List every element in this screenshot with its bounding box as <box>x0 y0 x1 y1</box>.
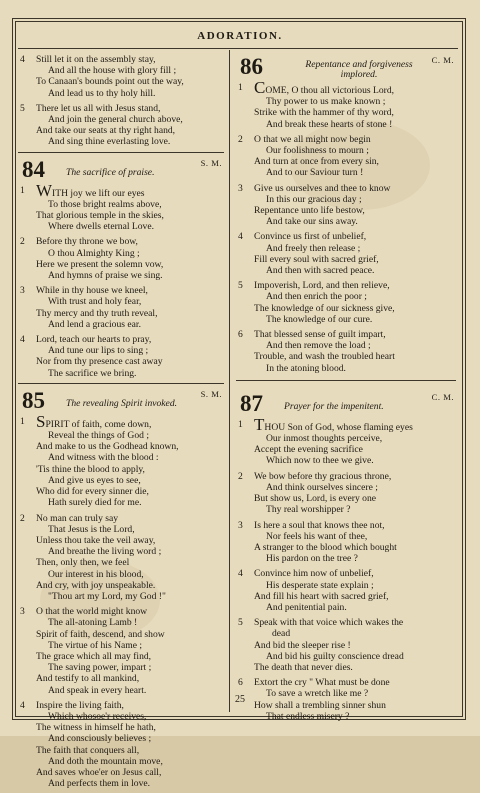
verse-line: Is here a soul that knows thee not, <box>254 519 385 531</box>
verse-line: And consciously believes ; <box>48 733 152 745</box>
stanza <box>18 334 224 379</box>
verse-line: Trouble, and wash the troubled heart <box>254 351 395 363</box>
hymn-84 <box>18 157 224 379</box>
hymn-header <box>236 391 456 419</box>
verse-line: No man can truly say <box>36 512 119 524</box>
stanza <box>18 606 224 696</box>
stanza-number: 3 <box>238 182 243 194</box>
verse-line: Repentance unto life bestow, <box>254 205 365 217</box>
verse-line: But show us, Lord, is every one <box>254 493 377 505</box>
verse-line: Before thy throne we bow, <box>36 236 138 248</box>
stanza-number: 1 <box>20 184 25 196</box>
stanza-number: 3 <box>20 285 25 297</box>
verse-line: To those bright realms above, <box>48 198 162 210</box>
verse-line: Inspire the living faith, <box>36 699 124 711</box>
header-rule <box>18 48 458 49</box>
verse-line: And bid his guilty conscience dread <box>266 650 404 662</box>
stanza <box>236 183 456 228</box>
verse-line: And breathe the living word ; <box>48 546 162 558</box>
verse-line: Who did for every sinner die, <box>36 486 149 498</box>
verse-line: The all-atoning Lamb ! <box>48 617 138 629</box>
verse-line: Speak with that voice which wakes the <box>254 617 404 629</box>
verse-line: While in thy house we kneel, <box>36 285 148 297</box>
verse-line: And doth the mountain move, <box>48 755 163 767</box>
verse-line: And speak in every heart. <box>48 684 147 696</box>
verse-line: Still let it on the assembly stay, <box>36 54 156 65</box>
verse-line: Impoverish, Lord, and then relieve, <box>254 280 390 292</box>
verse-line: The death that never dies. <box>254 661 353 673</box>
verse-line: And perfects them in love. <box>48 778 151 790</box>
hymn-separator <box>236 380 456 381</box>
verse-line: And sing thine everlasting love. <box>48 136 171 148</box>
hymn-title-line: Repentance and forgiveness <box>305 60 413 70</box>
verse-line: Where dwells eternal Love. <box>48 221 155 233</box>
verse-line: Thy mercy and thy truth reveal, <box>36 307 158 319</box>
hymn-header <box>18 157 224 185</box>
verse-line: To Canaan's bounds point out the way, <box>36 76 184 88</box>
stanza-number: 2 <box>238 470 243 482</box>
verse-line: The witness in himself he hath, <box>36 722 156 734</box>
column-divider <box>229 50 230 712</box>
hymn-number: 87 <box>240 390 263 416</box>
verse-line: And saves whoe'er on Jesus call, <box>36 766 162 778</box>
verse-line: Thy power to us make known ; <box>266 96 386 108</box>
stanza <box>236 280 456 325</box>
stanza-number: 4 <box>20 699 25 711</box>
stanza-number: 1 <box>238 82 243 93</box>
verse-line: And all the house with glory fill ; <box>48 65 177 77</box>
verse-line: And hymns of praise we sing. <box>48 270 163 282</box>
verse-line: And to our Saviour turn ! <box>266 167 364 179</box>
stanza-number: 4 <box>238 231 243 243</box>
hymn-title: The revealing Spirit invoked. <box>66 397 178 409</box>
verse-line: Then, only then, we feel <box>36 557 130 569</box>
verse-line: O thou Almighty King ; <box>48 247 140 259</box>
drop-cap: W <box>36 184 53 199</box>
verse-line: Which whosoe'r receives, <box>48 710 147 722</box>
hymn-meter: S. M. <box>200 157 222 168</box>
hymn-header <box>18 388 224 416</box>
verse-line: The knowledge of our cure. <box>266 313 373 325</box>
verse-line: And take our sins away. <box>266 216 358 228</box>
stanza-number: 4 <box>20 334 25 346</box>
page-title: ADORATION. <box>197 30 283 42</box>
verse-line: How shall a trembling sinner shun <box>254 699 386 711</box>
verse-line: Nor from thy presence cast away <box>36 356 163 368</box>
verse-line: And join the general church above, <box>48 114 183 126</box>
verse-line: And witness with the blood : <box>48 452 159 464</box>
stanza <box>236 617 456 673</box>
hymn-separator <box>18 152 224 153</box>
stanza <box>18 185 224 233</box>
stanza-number: 2 <box>20 512 25 524</box>
stanza-number: 6 <box>238 677 243 689</box>
verse-line: And penitential pain. <box>266 601 347 613</box>
verse-line: And fill his heart with sacred grief, <box>254 590 389 602</box>
verse-line: And lead us to thy holy hill. <box>48 87 156 99</box>
page-number: 25 <box>235 694 245 705</box>
verse-line: With trust and holy fear, <box>48 296 142 308</box>
verse-line: And tune our lips to sing ; <box>48 345 149 357</box>
verse-line: The saving power, impart ; <box>48 662 152 674</box>
verse-line <box>236 82 456 96</box>
verse-line: A stranger to the blood which bought <box>254 541 397 553</box>
hymn-header <box>236 54 456 82</box>
stanza-number: 3 <box>238 519 243 531</box>
verse-line: And testify to all mankind, <box>36 673 140 685</box>
hymn-number: 84 <box>22 156 45 182</box>
verse-line: And think ourselves sincere ; <box>266 481 378 493</box>
hymn-title: Prayer for the impenitent. <box>284 400 384 412</box>
verse-line: And bid the sleeper rise ! <box>254 639 351 651</box>
verse-line: Reveal the things of God ; <box>48 430 149 442</box>
verse-line: And lend a gracious ear. <box>48 318 141 330</box>
stanza <box>236 520 456 565</box>
stanza <box>236 82 456 130</box>
stanza <box>18 236 224 281</box>
verse-line: That Jesus is the Lord, <box>48 523 135 535</box>
verse-line: 'Tis thine the blood to apply, <box>36 463 145 475</box>
verse-line: The virtue of his Name ; <box>48 639 143 651</box>
verse-line-text: PIRIT of faith, come down, <box>45 418 152 430</box>
stanza-number: 4 <box>20 54 25 65</box>
hymn-meter: C. M. <box>431 391 454 402</box>
verse-line: And cry, with joy unspeakable. <box>36 579 156 591</box>
stanza <box>18 700 224 790</box>
stanza-number: 1 <box>20 415 25 427</box>
verse-line: And then enrich the poor ; <box>266 291 367 303</box>
verse-line: And give us eyes to see, <box>48 474 141 486</box>
stanza <box>236 419 456 467</box>
stanza <box>18 103 224 148</box>
stanza-number: 5 <box>20 102 25 114</box>
hymn-title-line: implored. <box>340 70 378 80</box>
hymn-86 <box>236 54 456 374</box>
verse-line: And take our seats at thy right hand, <box>36 125 176 137</box>
stanza <box>18 416 224 509</box>
stanza <box>18 285 224 330</box>
stanza-number: 5 <box>238 280 243 292</box>
hymn-title: The sacrifice of praise. <box>66 166 155 178</box>
verse-line: That glorious temple in the skies, <box>36 210 164 222</box>
stanza-number: 6 <box>238 329 243 341</box>
verse-line: Our interest in his blood, <box>48 568 144 580</box>
stanza <box>236 329 456 374</box>
verse-line <box>18 185 224 199</box>
stanza <box>236 471 456 516</box>
stanza-number: 2 <box>238 133 243 145</box>
hymn-meter: C. M. <box>431 55 454 65</box>
verse-line: And make to us the Godhead known, <box>36 441 179 453</box>
verse-line: Thy real worshipper ? <box>266 504 351 516</box>
verse-line: Our foolishness to mourn ; <box>266 145 369 157</box>
drop-cap: C <box>254 82 266 97</box>
verse-line-text: HOU Son of God, whose flaming eyes <box>264 421 413 433</box>
stanza <box>236 134 456 179</box>
verse-line: His desperate state explain ; <box>266 579 374 591</box>
verse-line: Which now to thee we give. <box>266 455 374 467</box>
drop-cap: S <box>36 415 46 431</box>
verse-line: There let us all with Jesus stand, <box>36 102 161 114</box>
hymn-87 <box>236 391 456 722</box>
verse-line: The sacrifice we bring. <box>48 367 137 379</box>
verse-line: We bow before thy gracious throne, <box>254 470 392 482</box>
stanza-number: 4 <box>238 568 243 580</box>
verse-line: That endless misery ? <box>266 710 350 722</box>
hymn-meter: S. M. <box>200 388 222 399</box>
stanza-number: 5 <box>238 617 243 629</box>
verse-line <box>18 416 224 430</box>
verse-line: The faith that conquers all, <box>36 744 140 756</box>
verse-line: And freely then release ; <box>266 242 361 254</box>
verse-line: Nor feels his want of thee, <box>266 530 368 542</box>
verse-line: In this our gracious day ; <box>266 193 362 205</box>
stanza-number: 2 <box>20 236 25 248</box>
verse-line: Fill every soul with sacred grief, <box>254 253 379 265</box>
verse-line: Give us ourselves and thee to know <box>254 182 391 194</box>
verse-line: Convince us first of unbelief, <box>254 231 367 243</box>
right-column <box>236 54 456 726</box>
verse-line: In the atoning blood. <box>266 362 346 374</box>
hymn-83-continued <box>18 54 224 148</box>
stanza <box>18 54 224 99</box>
hymn-number: 85 <box>22 387 45 413</box>
stanza <box>18 513 224 603</box>
verse-line: The grace which all may find, <box>36 650 152 662</box>
stanza-number: 3 <box>20 606 25 618</box>
verse-line: O that we all might now begin <box>254 133 371 145</box>
hymn-separator <box>18 383 224 384</box>
stanza-number: 1 <box>238 418 243 430</box>
hymn-85 <box>18 388 224 790</box>
verse-line-text: ITH joy we lift our eyes <box>52 187 145 199</box>
verse-line: And break these hearts of stone ! <box>266 118 393 130</box>
stanza <box>236 568 456 613</box>
verse-line: Hath surely died for me. <box>48 497 142 509</box>
drop-cap: T <box>254 418 265 434</box>
verse-line: To save a wretch like me ? <box>266 688 369 700</box>
verse-line: Here we present the solemn vow, <box>36 258 164 270</box>
verse-line: Spirit of faith, descend, and show <box>36 628 165 640</box>
verse-line: Lord, teach our hearts to pray, <box>36 334 152 346</box>
verse-line: dead <box>272 628 291 640</box>
verse-line: Extort the cry " What must be done <box>254 677 390 689</box>
verse-line: Strike with the hammer of thy word, <box>254 107 394 119</box>
verse-line <box>236 419 456 433</box>
verse-line: Unless thou take the veil away, <box>36 534 156 546</box>
verse-line: His pardon on the tree ? <box>266 553 358 565</box>
verse-line-text: OME, O thou all victorious Lord, <box>265 85 395 96</box>
verse-line: That blessed sense of guilt impart, <box>254 329 386 341</box>
stanza <box>236 231 456 276</box>
verse-line: Convince him now of unbelief, <box>254 568 374 580</box>
verse-line: Our inmost thoughts perceive, <box>266 433 383 445</box>
verse-line: And then with sacred peace. <box>266 265 375 277</box>
verse-line: O that the world might know <box>36 606 148 618</box>
hymn-title <box>284 60 434 80</box>
verse-line: Accept the evening sacrifice <box>254 444 363 456</box>
verse-line: The knowledge of our sickness give, <box>254 302 395 314</box>
verse-line: And then remove the load ; <box>266 340 371 352</box>
left-column <box>18 54 224 793</box>
verse-line: "Thou art my Lord, my God !" <box>48 590 166 602</box>
verse-line: And turn at once from every sin, <box>254 156 379 168</box>
hymn-number: 86 <box>240 54 263 79</box>
